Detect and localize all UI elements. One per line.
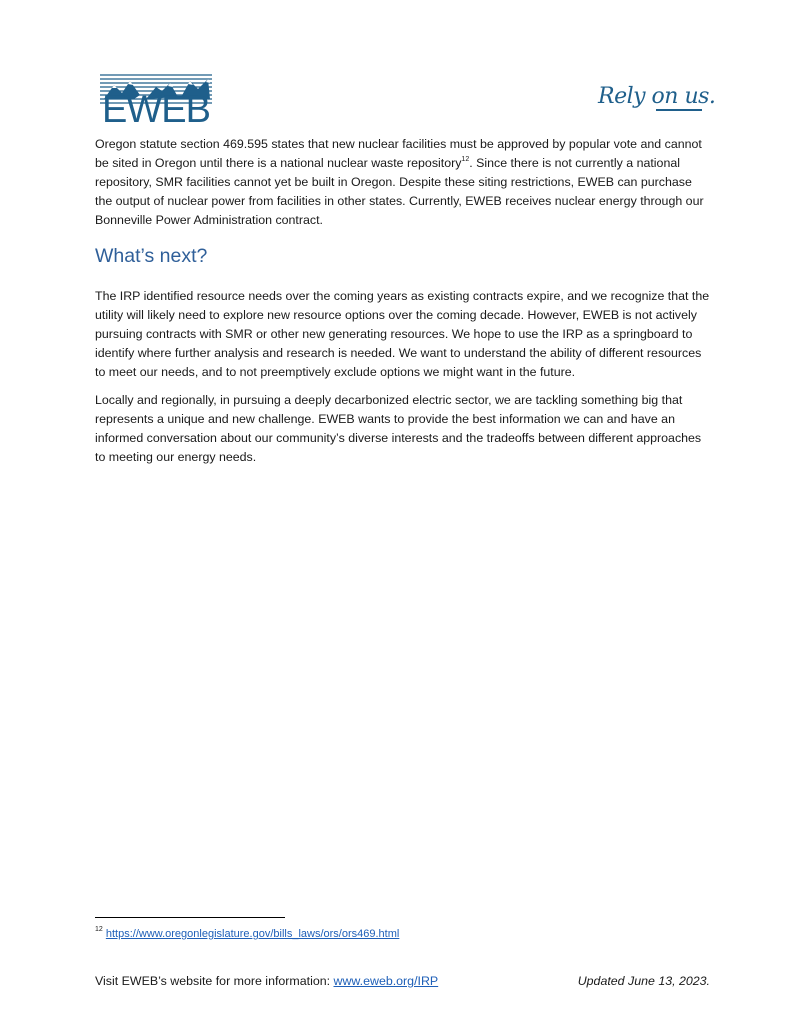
tagline-underline xyxy=(656,109,702,111)
main-content xyxy=(95,135,710,476)
paragraph-nuclear-statute xyxy=(95,135,710,230)
footer-website-link[interactable]: www.eweb.org/IRP xyxy=(333,974,439,988)
footer-info xyxy=(95,972,438,990)
eweb-wordmark: EWEB xyxy=(102,89,210,131)
paragraph-decarbonization: Locally and regionally, in pursuing a deeply decarbonized electric sector, we are tackling something big that represents a unique and new challenge. EWEB wants to provide the best information we can and have an informed conversation about our community’s diverse interests and the tradeoffs between different approaches to meeting our energy needs. xyxy=(95,393,702,464)
rely-on-us-tagline: Rely on us. xyxy=(598,84,716,109)
footnote-link[interactable]: https://www.oregonlegislature.gov/bills_laws/ors/ors469.html xyxy=(105,928,400,940)
footnote xyxy=(95,927,399,941)
page-footer xyxy=(95,972,710,990)
footnote-number: 12 xyxy=(95,926,103,934)
footer-updated-date: Updated June 13, 2023. xyxy=(577,974,710,988)
paragraph-text: . Since there is not currently a national repository, SMR facilities cannot yet be built in Oregon. Despite these siting restrictions, EWEB can purchase the output of nuclear power from facilities in other states. Currently, EWEB receives nuclear energy through our Bonneville Power Administration contract. xyxy=(95,156,704,227)
section-heading-whats-next: What’s next? xyxy=(95,245,208,267)
footnote-divider xyxy=(95,917,285,918)
paragraph-irp-needs: The IRP identified resource needs over the coming years as existing contracts expire, and we recognize that the utility will likely need to explore new resource options over the coming decade. However, EWEB is not actively pursuing contracts with SMR or other new generating resources. We hope to use the IRP as a springboard to identify where further analysis and research is needed. We want to understand the ability of different resources to meet our needs, and to not preemptively exclude options we might want in the future. xyxy=(95,289,710,379)
paragraph-text: Oregon statute section 469.595 states that new nuclear facilities must be approved by popular vote and cannot be sited in Oregon until there is a national nuclear waste repository xyxy=(95,137,702,170)
footnote-reference[interactable]: 12 xyxy=(461,155,470,163)
footer-text: Visit EWEB’s website for more information: xyxy=(95,974,334,988)
